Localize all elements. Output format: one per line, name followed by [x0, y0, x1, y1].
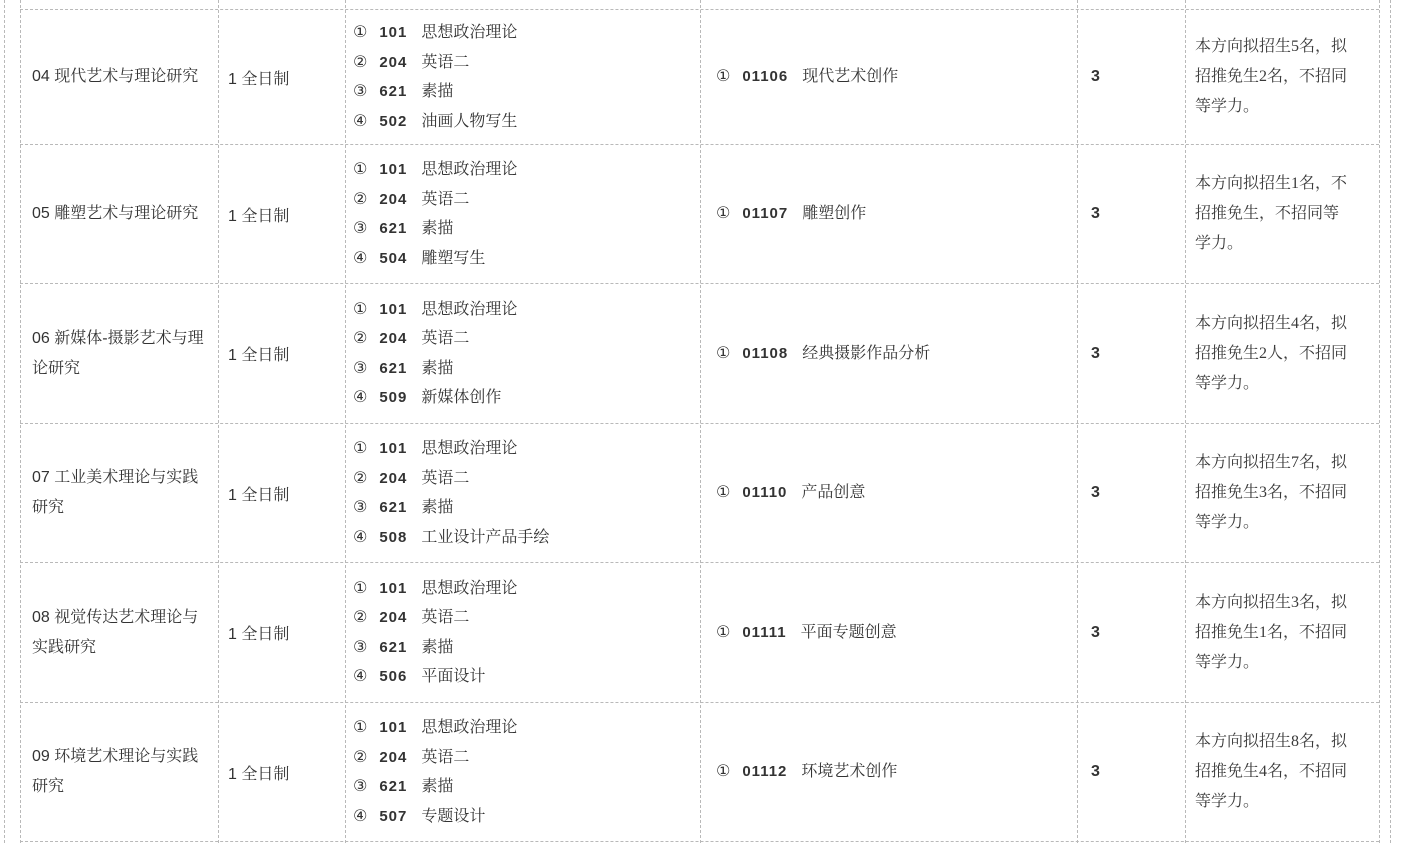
direction-text: 08 视觉传达艺术理论与实践研究 [32, 608, 199, 656]
subject-index: ② [353, 748, 368, 766]
credit-cell [1077, 703, 1185, 841]
subject-line [353, 107, 700, 137]
subject-name: 平面设计 [421, 668, 486, 685]
subject-name: 素描 [421, 778, 454, 795]
subject-index: ① [353, 300, 368, 318]
subject-line [353, 743, 700, 773]
subject-name: 雕塑写生 [421, 249, 486, 267]
subject-name: 新媒体创作 [421, 389, 502, 406]
study-mode-text: 1 全日制 [228, 347, 290, 364]
direction-cell [20, 145, 218, 283]
subject-code: 621 [379, 359, 408, 377]
subject-line [353, 713, 700, 743]
subject-line [353, 244, 700, 274]
remarks-cell [1185, 703, 1379, 841]
subject-code: 506 [379, 668, 408, 685]
subject-line [353, 662, 700, 692]
exam-subjects-cell [345, 703, 700, 841]
subject-index: ① [716, 68, 731, 86]
subject-line [353, 603, 700, 633]
remarks-text: 本方向拟招生4名，拟招推免生2人，不招同等学力。 [1195, 314, 1348, 392]
study-mode-cell [218, 284, 345, 423]
subject-name: 思想政治理论 [421, 161, 518, 178]
subject-code: 01110 [742, 484, 788, 502]
remarks-text: 本方向拟招生7名，拟招推免生3名，不招同等学力。 [1195, 454, 1348, 531]
credit-cell [1077, 145, 1185, 283]
table-row [20, 284, 1379, 423]
subject-code: 504 [379, 249, 408, 267]
additional-subject-cell [700, 563, 1077, 702]
credit-text: 3 [1091, 68, 1100, 85]
subject-name: 环境艺术创作 [801, 763, 898, 781]
remarks-text: 本方向拟招生3名，拟招推免生1名，不招同等学力。 [1195, 593, 1348, 671]
credit-cell [1077, 284, 1185, 423]
table-row [20, 10, 1379, 144]
subject-index: ③ [353, 83, 368, 100]
credit-cell [1077, 424, 1185, 562]
subject-index: ① [353, 719, 368, 736]
direction-cell [20, 284, 218, 423]
subject-name: 素描 [421, 359, 454, 377]
subject-name: 专题设计 [421, 807, 486, 825]
credit-cell [1077, 563, 1185, 702]
credit-text: 3 [1091, 484, 1100, 501]
subject-code: 101 [379, 579, 408, 597]
study-mode-cell [218, 563, 345, 702]
subject-name: 思想政治理论 [421, 440, 518, 457]
subject-code: 621 [379, 83, 408, 100]
subject-name: 英语二 [421, 748, 470, 766]
subject-index: ① [353, 24, 368, 41]
direction-text: 06 新媒体-摄影艺术与理论研究 [32, 329, 204, 377]
subject-index: ④ [353, 112, 368, 130]
subject-name: 平面专题创意 [800, 623, 897, 641]
exam-subjects-cell [345, 424, 700, 562]
credit-text: 3 [1091, 623, 1100, 641]
subject-name: 素描 [421, 499, 454, 516]
subject-index: ③ [353, 499, 368, 516]
subject-name: 素描 [421, 638, 454, 656]
subject-line [353, 77, 700, 107]
subject-index: ③ [353, 638, 368, 656]
subject-line [716, 618, 1077, 648]
grid-vline [1390, 0, 1391, 843]
subject-line [353, 295, 700, 325]
subject-code: 507 [379, 807, 408, 825]
subject-name: 现代艺术创作 [802, 68, 899, 86]
subject-index: ② [353, 53, 368, 71]
subject-code: 204 [379, 190, 408, 208]
subject-name: 英语二 [421, 330, 470, 347]
subject-code: 502 [379, 112, 408, 130]
subject-line [353, 48, 700, 78]
subject-index: ① [716, 484, 731, 502]
subject-line [353, 574, 700, 604]
subject-index: ④ [353, 668, 368, 685]
subject-code: 01112 [742, 763, 788, 781]
subject-code: 101 [379, 24, 408, 41]
subject-line [716, 199, 1077, 229]
table-row [20, 424, 1379, 562]
subject-code: 101 [379, 719, 408, 736]
subject-name: 英语二 [421, 190, 470, 208]
subject-code: 101 [379, 161, 408, 178]
exam-subjects-cell [345, 563, 700, 702]
direction-cell [20, 10, 218, 144]
subject-name: 素描 [421, 220, 454, 237]
remarks-text: 本方向拟招生5名，拟招推免生2名，不招同等学力。 [1195, 38, 1348, 115]
credit-text: 3 [1091, 205, 1100, 222]
study-mode-cell [218, 703, 345, 841]
subject-index: ① [716, 623, 731, 641]
subject-index: ② [353, 609, 368, 626]
subject-line [353, 324, 700, 354]
subject-line [353, 214, 700, 244]
subject-line [716, 478, 1077, 508]
remarks-cell [1185, 10, 1379, 144]
subject-index: ② [353, 190, 368, 208]
subject-line [716, 62, 1077, 92]
additional-subject-cell [700, 145, 1077, 283]
subject-code: 01106 [742, 68, 789, 86]
subject-line [353, 493, 700, 523]
subject-line [353, 464, 700, 494]
subject-name: 思想政治理论 [421, 24, 518, 41]
subject-name: 素描 [421, 83, 454, 100]
subject-line [353, 18, 700, 48]
subject-line [353, 155, 700, 185]
subject-index: ① [353, 161, 368, 178]
remarks-cell [1185, 145, 1379, 283]
subject-code: 101 [379, 300, 408, 318]
study-mode-text: 1 全日制 [228, 486, 290, 504]
subject-index: ② [353, 330, 368, 347]
subject-code: 621 [379, 778, 408, 795]
subject-line [353, 802, 700, 832]
subject-name: 英语二 [421, 53, 470, 71]
exam-subjects-cell [345, 10, 700, 144]
subject-code: 204 [379, 609, 408, 626]
subject-name: 工业设计产品手绘 [421, 528, 550, 546]
table-row [20, 703, 1379, 841]
subject-name: 英语二 [421, 609, 470, 626]
subject-index: ③ [353, 778, 368, 795]
subject-code: 204 [379, 748, 408, 766]
subject-code: 621 [379, 638, 408, 656]
credit-text: 3 [1091, 344, 1100, 362]
subject-index: ① [716, 205, 731, 223]
grid-vline [1379, 0, 1380, 843]
subject-index: ③ [353, 220, 368, 237]
study-mode-text: 1 全日制 [228, 207, 290, 225]
remarks-cell [1185, 284, 1379, 423]
remarks-text: 本方向拟招生8名，拟招推免生4名，不招同等学力。 [1195, 733, 1348, 810]
direction-cell [20, 424, 218, 562]
subject-code: 01107 [742, 205, 789, 223]
subject-line [353, 633, 700, 663]
subject-code: 204 [379, 330, 408, 347]
exam-subjects-cell [345, 145, 700, 283]
study-mode-text: 1 全日制 [228, 765, 290, 783]
subject-line [353, 185, 700, 215]
subject-code: 01108 [742, 344, 789, 362]
study-mode-cell [218, 10, 345, 144]
subject-line [716, 757, 1077, 787]
direction-cell [20, 563, 218, 702]
subject-index: ③ [353, 359, 368, 377]
subject-name: 雕塑创作 [802, 205, 867, 223]
study-mode-cell [218, 145, 345, 283]
additional-subject-cell [700, 10, 1077, 144]
subject-line [353, 383, 700, 413]
direction-text: 09 环境艺术理论与实践研究 [32, 748, 199, 795]
subject-code: 621 [379, 499, 408, 516]
subject-name: 产品创意 [801, 484, 866, 502]
subject-name: 思想政治理论 [421, 300, 518, 318]
subject-code: 101 [379, 440, 408, 457]
subject-code: 509 [379, 389, 408, 406]
subject-line [353, 772, 700, 802]
subject-code: 204 [379, 469, 408, 487]
subject-index: ① [716, 344, 731, 362]
subject-line [353, 434, 700, 464]
direction-text: 04 现代艺术与理论研究 [32, 68, 199, 85]
subject-index: ④ [353, 807, 368, 825]
exam-subjects-cell [345, 284, 700, 423]
remarks-cell [1185, 424, 1379, 562]
additional-subject-cell [700, 284, 1077, 423]
subject-index: ① [353, 440, 368, 457]
subject-index: ② [353, 469, 368, 487]
subject-code: 204 [379, 53, 408, 71]
remarks-cell [1185, 563, 1379, 702]
direction-text: 07 工业美术理论与实践研究 [32, 469, 199, 516]
subject-index: ④ [353, 528, 368, 546]
table-row [20, 563, 1379, 702]
direction-cell [20, 703, 218, 841]
subject-index: ④ [353, 249, 368, 267]
subject-name: 思想政治理论 [421, 719, 518, 736]
additional-subject-cell [700, 703, 1077, 841]
subject-line [716, 339, 1077, 369]
credit-cell [1077, 10, 1185, 144]
subject-code: 621 [379, 220, 408, 237]
table-row [20, 145, 1379, 283]
subject-name: 油画人物写生 [421, 112, 518, 130]
grid-vline [4, 0, 5, 843]
subject-index: ① [353, 579, 368, 597]
remarks-text: 本方向拟招生1名，不招推免生，不招同等学力。 [1195, 175, 1348, 252]
grid-hline [20, 841, 1379, 842]
study-mode-text: 1 全日制 [228, 626, 290, 643]
study-mode-text: 1 全日制 [228, 70, 290, 88]
subject-line [353, 354, 700, 384]
study-mode-cell [218, 424, 345, 562]
direction-text: 05 雕塑艺术与理论研究 [32, 205, 199, 222]
additional-subject-cell [700, 424, 1077, 562]
subject-line [353, 523, 700, 553]
credit-text: 3 [1091, 763, 1100, 780]
subject-index: ① [716, 763, 731, 781]
subject-code: 508 [379, 528, 408, 546]
subject-name: 思想政治理论 [421, 579, 518, 597]
subject-name: 英语二 [421, 469, 470, 487]
subject-code: 01111 [742, 623, 787, 641]
subject-index: ④ [353, 389, 368, 406]
subject-name: 经典摄影作品分析 [802, 344, 931, 362]
